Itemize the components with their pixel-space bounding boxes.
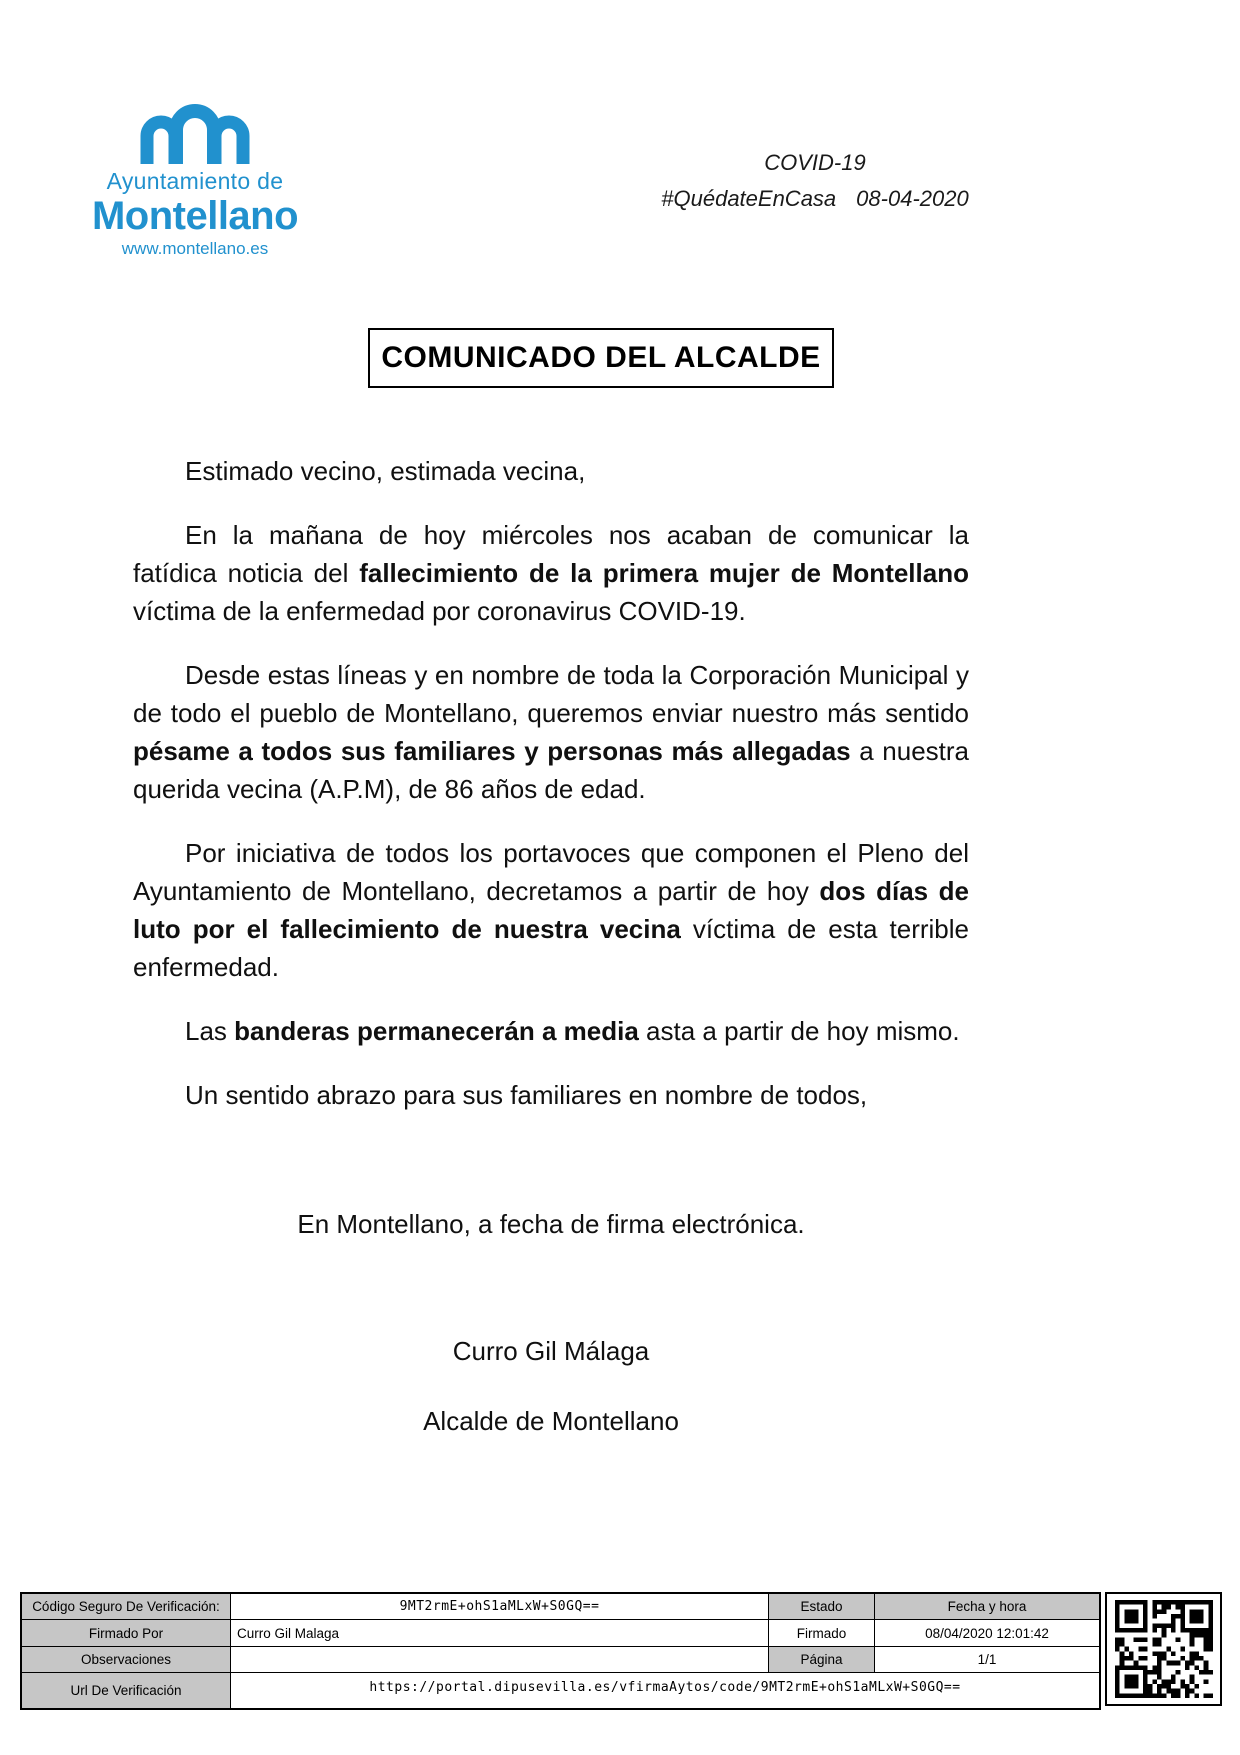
covid-header [655, 150, 975, 212]
covid-date: 08-04-2020 [856, 186, 969, 211]
observaciones-value [231, 1647, 768, 1672]
letter-paragraphs [133, 452, 969, 1114]
qr-code [1115, 1600, 1213, 1698]
logo-line1: Ayuntamiento de [106, 168, 284, 194]
csv-value: 9MT2rmE+ohS1aMLxW+S0GQ== [231, 1594, 768, 1619]
paragraph: Desde estas líneas y en nombre de toda la Corporación Municipal y de todo el pueblo de Montellano, queremos enviar nuestro más sentido pésame a todos sus familiares y personas más allegadas a nuestra querida vecina (A.P.M), de 86 años de edad. [133, 660, 969, 804]
logo-website: www.montellano.es [121, 239, 269, 258]
signature-role: Alcalde de Montellano [423, 1406, 679, 1436]
firmado-por-value: Curro Gil Malaga [231, 1620, 768, 1646]
estado-label: Estado [769, 1594, 874, 1619]
verification-table [20, 1592, 1101, 1710]
url-label: Url De Verificación [22, 1673, 230, 1708]
pagina-value: 1/1 [875, 1647, 1099, 1672]
covid-title: COVID-19 [764, 150, 866, 175]
document-title: COMUNICADO DEL ALCALDE [381, 341, 821, 374]
covid-hashtag: #QuédateEnCasa [661, 186, 837, 211]
pagina-label: Página [769, 1647, 874, 1672]
signature-name: Curro Gil Málaga [452, 1336, 650, 1366]
paragraph: Un sentido abrazo para sus familiares en nombre de todos, [185, 1080, 868, 1110]
document-title-box [368, 328, 834, 388]
estado-value: Firmado [769, 1620, 874, 1646]
paragraph: Las banderas permanecerán a media asta a partir de hoy mismo. [185, 1016, 960, 1046]
fecha-value: 08/04/2020 12:01:42 [875, 1620, 1099, 1646]
qr-code-box [1105, 1592, 1222, 1706]
place-and-date-line: En Montellano, a fecha de firma electrónica. [297, 1209, 805, 1239]
fecha-label: Fecha y hora [875, 1594, 1099, 1619]
letter-body [133, 452, 969, 1440]
firmado-por-label: Firmado Por [22, 1620, 230, 1646]
logo-wordmark: Montellano [91, 194, 299, 238]
montellano-logo [70, 100, 320, 259]
arches-icon [139, 100, 251, 164]
paragraph: Estimado vecino, estimada vecina, [185, 456, 586, 486]
paragraph: Por iniciativa de todos los portavoces que componen el Pleno del Ayuntamiento de Montellano, decretamos a partir de hoy dos días de luto por el fallecimiento de nuestra vecina víctima de esta terrible enfermedad. [133, 838, 969, 982]
observaciones-label: Observaciones [22, 1647, 230, 1672]
paragraph: En la mañana de hoy miércoles nos acaban de comunicar la fatídica noticia del fallecimiento de la primera mujer de Montellano víctima de la enfermedad por coronavirus COVID-19. [133, 520, 969, 626]
url-value: https://portal.dipusevilla.es/vfirmaAytos/code/9MT2rmE+ohS1aMLxW+S0GQ== [231, 1673, 1099, 1708]
csv-label: Código Seguro De Verificación: [22, 1594, 230, 1619]
